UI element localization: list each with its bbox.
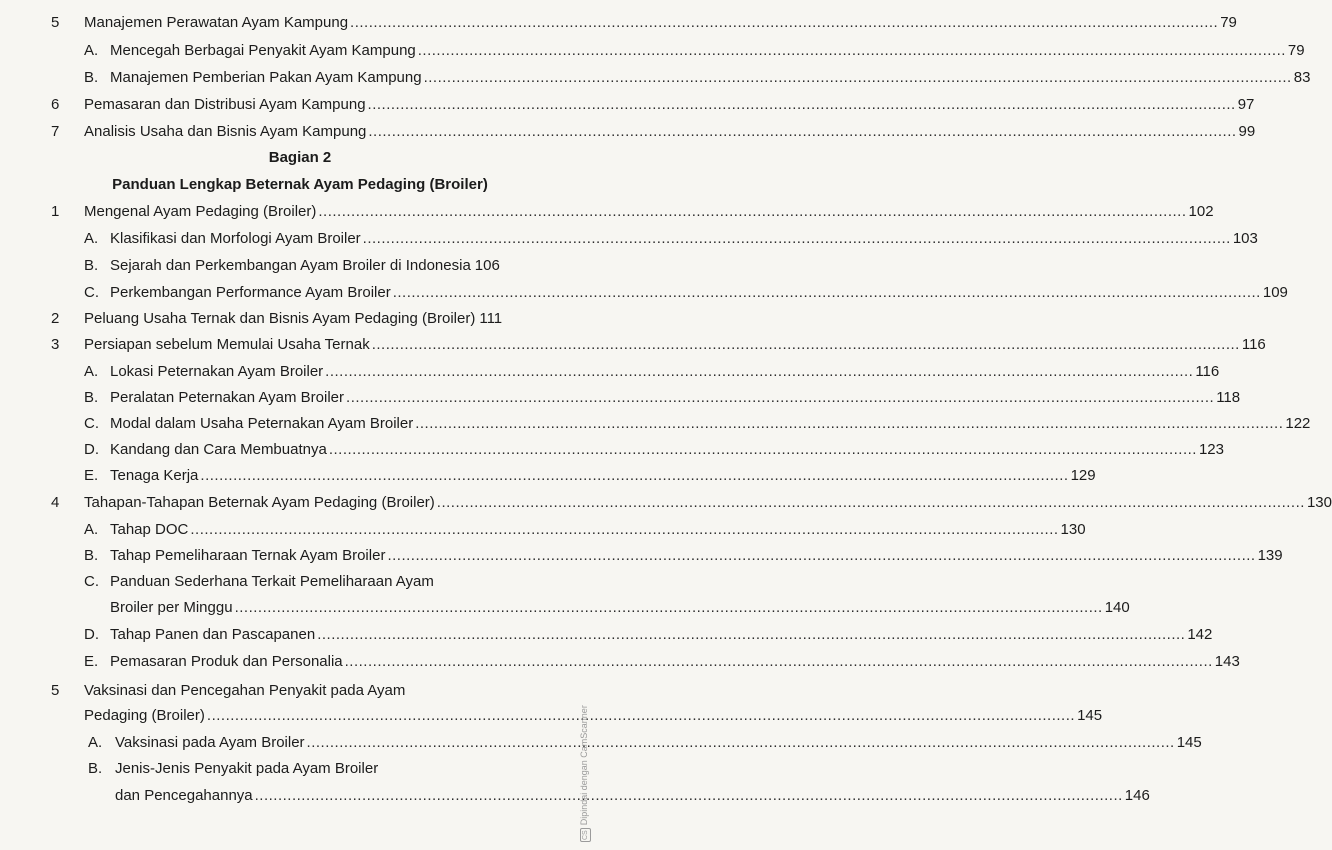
leader-dots [424, 66, 1292, 90]
toc-entry[interactable] [0, 281, 1288, 305]
page-number: 140 [1104, 599, 1130, 616]
toc-entry[interactable] [0, 307, 600, 331]
page-number: 102 [1188, 203, 1214, 220]
entry-title: Peluang Usaha Ternak dan Bisnis Ayam Pedaging (Broiler) [84, 310, 476, 327]
toc-entry[interactable] [0, 731, 1202, 755]
leader-dots [418, 39, 1286, 63]
page-number: 130 [1060, 521, 1086, 538]
entry-title: Modal dalam Usaha Peternakan Ayam Broiler [110, 415, 414, 432]
page-number: 118 [1216, 389, 1241, 406]
toc-entry[interactable] [0, 93, 1255, 117]
toc-entry[interactable] [0, 491, 1332, 515]
page-number: 145 [1077, 707, 1103, 724]
page-number: 116 [1241, 336, 1266, 353]
toc-entry[interactable] [0, 679, 600, 703]
section-letter: D. [84, 626, 99, 643]
entry-title: Manajemen Perawatan Ayam Kampung [84, 14, 349, 31]
leader-dots [346, 386, 1214, 410]
chapter-number: 4 [51, 494, 60, 511]
leader-dots [368, 93, 1236, 117]
chapter-number: 6 [51, 96, 60, 113]
leader-dots [437, 491, 1305, 515]
toc-entry[interactable] [0, 570, 600, 594]
leader-dots [387, 544, 1255, 568]
section-letter: B. [84, 69, 99, 86]
entry-title: Mengenal Ayam Pedaging (Broiler) [84, 203, 317, 220]
entry-title: Sejarah dan Perkembangan Ayam Broiler di Indonesia [110, 257, 471, 274]
toc-entry[interactable] [0, 623, 1213, 647]
page-number: 142 [1187, 626, 1213, 643]
leader-dots [190, 518, 1058, 542]
page-number: 97 [1237, 96, 1255, 113]
entry-title: Tenaga Kerja [110, 467, 199, 484]
toc-entry[interactable] [0, 464, 1096, 488]
section-letter: C. [84, 573, 99, 590]
toc-entry[interactable] [0, 650, 1240, 674]
leader-dots [317, 623, 1185, 647]
toc-entry[interactable] [0, 757, 600, 781]
camscanner-logo-icon: CS [582, 830, 589, 840]
toc-entry[interactable] [0, 412, 1311, 436]
scanner-watermark [579, 705, 591, 842]
leader-dots [325, 360, 1193, 384]
page-number: 83 [1293, 69, 1311, 86]
toc-entry[interactable] [0, 39, 1305, 63]
toc-entry[interactable] [0, 386, 1241, 410]
entry-title: Tahap Pemeliharaan Ternak Ayam Broiler [110, 547, 386, 564]
leader-dots [235, 596, 1103, 620]
toc-entry[interactable] [0, 360, 1220, 384]
page-number: 116 [1195, 363, 1220, 380]
leader-dots [363, 227, 1231, 251]
leader-dots [207, 704, 1075, 728]
entry-title: Pemasaran Produk dan Personalia [110, 653, 343, 670]
entry-title: Mencegah Berbagai Penyakit Ayam Kampung [110, 42, 416, 59]
section-letter: D. [84, 441, 99, 458]
toc-entry[interactable] [0, 518, 1086, 542]
page-number: 111 [479, 310, 503, 327]
leader-dots [200, 464, 1068, 488]
entry-title: Persiapan sebelum Memulai Usaha Ternak [84, 336, 370, 353]
section-letter: A. [84, 363, 99, 380]
toc-entry[interactable] [0, 438, 1224, 462]
section-letter: A. [84, 42, 99, 59]
toc-entry[interactable] [0, 227, 1258, 251]
section-letter: C. [84, 284, 99, 301]
watermark-text: Dipindai dengan CamScanner [579, 705, 589, 826]
entry-title: Tahap DOC [110, 521, 189, 538]
leader-dots [368, 120, 1236, 144]
leader-dots [255, 784, 1123, 808]
entry-title-line2: dan Pencegahannya [115, 787, 253, 804]
toc-entry-continuation[interactable] [0, 596, 1130, 620]
section-letter: B. [84, 547, 99, 564]
leader-dots [307, 731, 1175, 755]
entry-title: Tahap Panen dan Pascapanen [110, 626, 316, 643]
entry-title: Vaksinasi pada Ayam Broiler [115, 734, 305, 751]
toc-entry[interactable] [0, 66, 1311, 90]
chapter-number: 5 [51, 682, 60, 699]
entry-title: Kandang dan Cara Membuatnya [110, 441, 327, 458]
toc-entry[interactable] [0, 544, 1283, 568]
page-number: 129 [1070, 467, 1096, 484]
page-number: 122 [1285, 415, 1311, 432]
chapter-number: 2 [51, 310, 60, 327]
leader-dots [350, 11, 1218, 35]
leader-dots [318, 200, 1186, 224]
page-number: 79 [1287, 42, 1305, 59]
page-number: 123 [1198, 441, 1224, 458]
entry-title: Perkembangan Performance Ayam Broiler [110, 284, 391, 301]
part-label: Bagian 2 [268, 149, 332, 166]
toc-entry[interactable] [0, 333, 1266, 357]
entry-title-line1: Jenis-Jenis Penyakit pada Ayam Broiler [115, 760, 379, 777]
page-number: 103 [1232, 230, 1258, 247]
section-letter: A. [84, 521, 99, 538]
toc-entry[interactable] [0, 11, 1237, 35]
section-letter: B. [84, 257, 99, 274]
toc-entry-continuation[interactable] [0, 704, 1103, 728]
section-letter: C. [84, 415, 99, 432]
chapter-number: 5 [51, 14, 60, 31]
entry-title-line2: Broiler per Minggu [110, 599, 233, 616]
entry-title-line1: Panduan Sederhana Terkait Pemeliharaan Ayam [110, 573, 434, 590]
toc-entry[interactable] [0, 254, 600, 278]
page-number: 79 [1220, 14, 1237, 31]
page-number: 146 [1124, 787, 1150, 804]
leader-dots [329, 438, 1197, 462]
entry-title: Klasifikasi dan Morfologi Ayam Broiler [110, 230, 361, 247]
entry-title-line1: Vaksinasi dan Pencegahan Penyakit pada Ayam [84, 682, 406, 699]
entry-title: Analisis Usaha dan Bisnis Ayam Kampung [84, 123, 367, 140]
section-letter: B. [88, 760, 103, 777]
toc-entry-continuation[interactable] [0, 784, 1150, 808]
page-number: 130 [1306, 494, 1332, 511]
leader-dots [345, 650, 1213, 674]
part-title: Panduan Lengkap Beternak Ayam Pedaging (Broiler) [112, 176, 488, 193]
entry-title: Tahapan-Tahapan Beternak Ayam Pedaging (Broiler) [84, 494, 435, 511]
toc-entry[interactable] [0, 200, 1214, 224]
entry-title: Manajemen Pemberian Pakan Ayam Kampung [110, 69, 422, 86]
page-number: 106 [474, 257, 500, 274]
section-letter: E. [84, 653, 99, 670]
toc-entry[interactable] [0, 120, 1256, 144]
page-number: 99 [1238, 123, 1256, 140]
section-letter: E. [84, 467, 99, 484]
chapter-number: 7 [51, 123, 60, 140]
entry-title: Peralatan Peternakan Ayam Broiler [110, 389, 345, 406]
section-letter: A. [88, 734, 103, 751]
entry-title: Pemasaran dan Distribusi Ayam Kampung [84, 96, 366, 113]
page-number: 109 [1262, 284, 1288, 301]
page-number: 139 [1257, 547, 1283, 564]
section-letter: B. [84, 389, 99, 406]
leader-dots [372, 333, 1240, 357]
page-number: 145 [1176, 734, 1202, 751]
chapter-number: 3 [51, 336, 60, 353]
section-letter: A. [84, 230, 99, 247]
entry-title-line2: Pedaging (Broiler) [84, 707, 205, 724]
leader-dots [415, 412, 1283, 436]
entry-title: Lokasi Peternakan Ayam Broiler [110, 363, 324, 380]
chapter-number: 1 [51, 203, 60, 220]
page-number: 143 [1214, 653, 1240, 670]
leader-dots [393, 281, 1261, 305]
